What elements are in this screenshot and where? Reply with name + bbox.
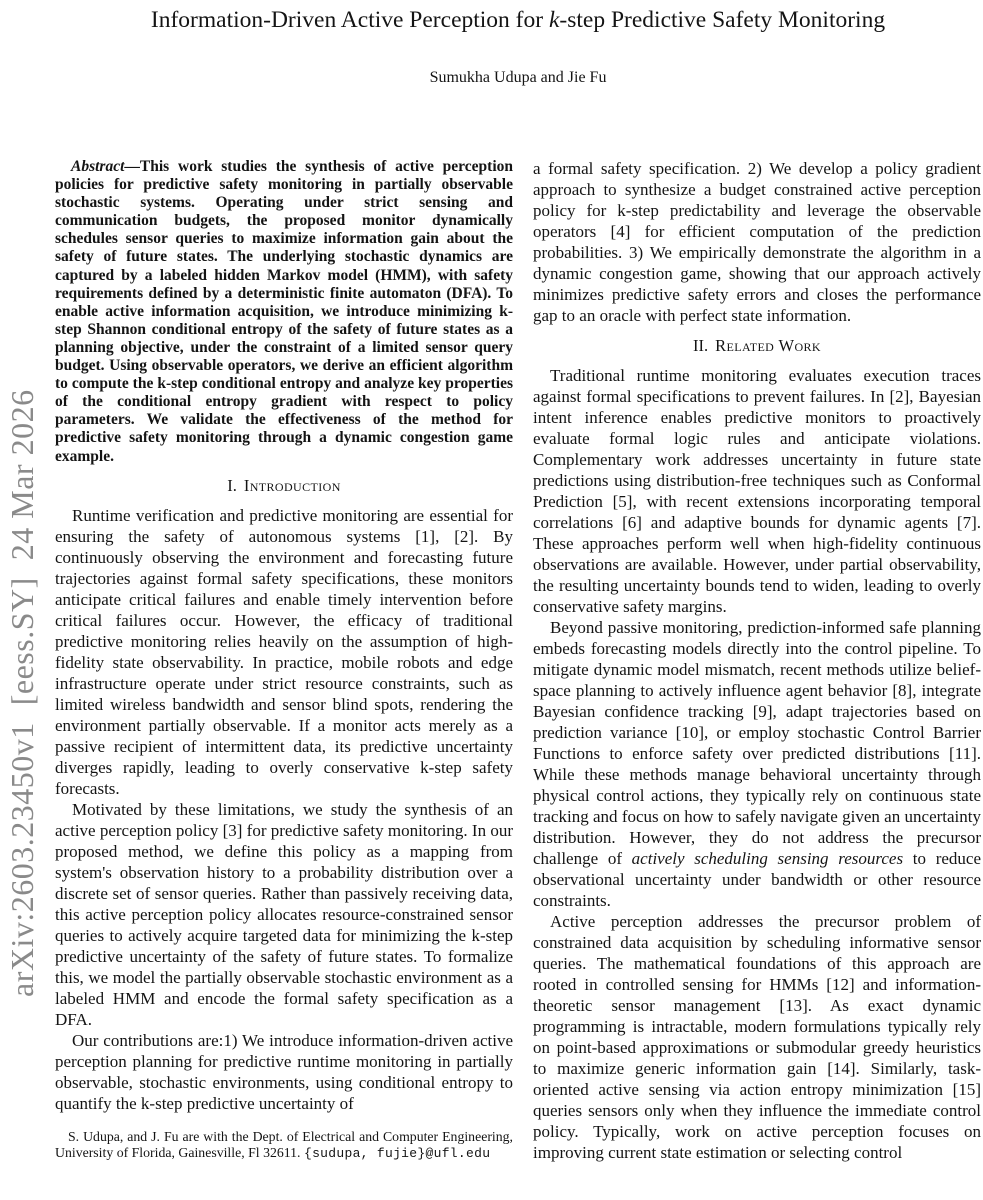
section-number: I. <box>227 475 237 495</box>
footnote-email: {sudupa, fujie}@ufl.edu <box>303 1146 491 1162</box>
arxiv-watermark: arXiv:2603.23450v1 [eess.SY] 24 Mar 2026 <box>4 389 40 997</box>
contributions-continuation-paragraph: a formal safety specification. 2) We develop a policy gradient approach to synthesize a budget constrained active perception policy for k-step predictability and leverage the observable operators [4] for efficient computation of the prediction probabilities. 3) We empirically demonstrate the algorithm in a dynamic congestion game, showing that our approach actively minimizes predictive safety errors and closes the performance gap to an oracle with perfect state information. <box>533 159 981 325</box>
abstract-label: Abstract <box>71 158 125 175</box>
section-title: Introduction <box>243 475 341 495</box>
author-footnote <box>55 1129 513 1164</box>
footnote-text: S. Udupa, and J. Fu are with the Dept. of Electrical and Computer Engineering, University of Florida, Gainesville, Fl 32611. <box>55 1128 513 1161</box>
related-p2-emphasis: actively scheduling sensing resources <box>631 849 904 868</box>
section-title: Related Work <box>715 336 821 355</box>
paper-header <box>55 2 981 87</box>
left-column <box>55 158 513 1163</box>
related-paragraph-2 <box>533 617 981 911</box>
intro-paragraph-3: Our contributions are:1) We introduce information-driven active perception planning for predictive runtime monitoring in partially observable, stochastic environments, using conditional entropy to quantify the k-step predictive uncertainty of <box>55 1030 513 1113</box>
section-heading-introduction <box>55 476 513 496</box>
title-segment: -step Predictive Safety Monitoring <box>559 7 886 33</box>
authors-line: Sumukha Udupa and Jie Fu <box>429 68 607 86</box>
section-heading-related-work <box>533 336 981 356</box>
paper-title <box>85 2 951 39</box>
intro-paragraph-2: Motivated by these limitations, we study the synthesis of an active perception policy [3] for predictive safety monitoring. In our proposed method, we define this policy as a mapping from system's observation history to a probability distribution over a discrete set of sensor queries. Rather than passively receiving data, this active perception policy allocates resource-constrained sensor queries to actively acquire targeted data for minimizing the k-step predictive uncertainty of the safety of future states. To formalize this, we model the partially observable stochastic environment as a labeled HMM and encode the formal safety specification as a DFA. <box>55 799 513 1029</box>
intro-paragraph-1: Runtime verification and predictive monitoring are essential for ensuring the safety of autonomous systems [1], [2]. By continuously observing the environment and forecasting future trajectories against formal safety specifications, these monitors anticipate critical failures and enable timely intervention before critical failures occur. However, the efficacy of traditional predictive monitoring relies heavily on the assumption of high-fidelity state observability. In practice, mobile robots and edge infrastructure operate under strict resource constraints, such as limited wireless bandwidth and sensor blind spots, rendering the environment partially observable. If a monitor acts merely as a passive recipient of intermittent data, its predictive uncertainty diverges rapidly, leading to overly conservative k-step safety forecasts. <box>55 505 513 798</box>
title-segment: Information-Driven Active Perception for <box>150 7 549 33</box>
abstract-text: —This work studies the synthesis of active perception policies for predictive safety monitoring in partially observable stochastic systems. Operating under strict sensing and communication budgets, the proposed monitor dynamically schedules sensor queries to maximize information gain about the safety of future states. The underlying stochastic dynamics are captured by a labeled hidden Markov model (HMM), with safety requirements defined by a deterministic finite automaton (DFA). To enable active information acquisition, we introduce minimizing k-step Shannon conditional entropy of the safety of future states as a planning objective, under the constraint of a limited sensor query budget. Using observable operators, we derive an efficient algorithm to compute the k-step conditional entropy and analyze key properties of the conditional entropy gradient with respect to policy parameters. We validate the effectiveness of the method for predictive safety monitoring through a dynamic congestion game example. <box>55 158 513 465</box>
related-paragraph-1: Traditional runtime monitoring evaluates execution traces against formal specifications to prevent failures. In [2], Bayesian intent inference enables predictive monitors to proactively evaluate formal logic rules and anticipate violations. Complementary work addresses uncertainty in future state predictions using distribution-free techniques such as Conformal Prediction [5], with recent extensions incorporating temporal correlations [6] and adaptive bounds for dynamic agents [7]. These approaches perform well when high-fidelity continuous observations are available. However, under partial observability, the resulting uncertainty bounds tend to widen, leading to overly conservative safety margins. <box>533 366 981 616</box>
related-p2-text: Beyond passive monitoring, prediction-informed safe planning embeds forecasting models directly into the control pipeline. To mitigate dynamic model mismatch, recent methods utilize belief-space planning to actively influence agent behavior [8], integrate Bayesian confidence tracking [9], adapt trajectories based on prediction variance [10], or employ stochastic Control Barrier Functions to enforce safety over predicted distributions [11]. While these methods manage behavioral uncertainty through physical control actions, they typically rely on continuous state tracking and focus on how to safely navigate given an uncertainty distribution. However, they do not address the precursor challenge of <box>533 618 981 868</box>
related-paragraph-3: Active perception addresses the precursor problem of constrained data acquisition by scheduling informative sensor queries. The mathematical foundations of this approach are rooted in controlled sensing for HMMs [12] and information-theoretic sensor management [13]. As exact dynamic programming is intractable, modern formulations typically rely on point-based approximations or submodular greedy heuristics to maximize generic information gain [14]. Similarly, task-oriented active sensing via action entropy minimization [15] queries sensors only when they influence the immediate control policy. Typically, work on active perception focuses on improving current state estimation or selecting control <box>533 912 981 1162</box>
related-p2-text: to reduce observational uncertainty under bandwidth or other resource constraints. <box>533 849 981 910</box>
right-column <box>533 158 981 1163</box>
section-number: II. <box>693 336 709 355</box>
title-k-symbol: k <box>548 7 560 33</box>
abstract-paragraph <box>55 158 513 466</box>
